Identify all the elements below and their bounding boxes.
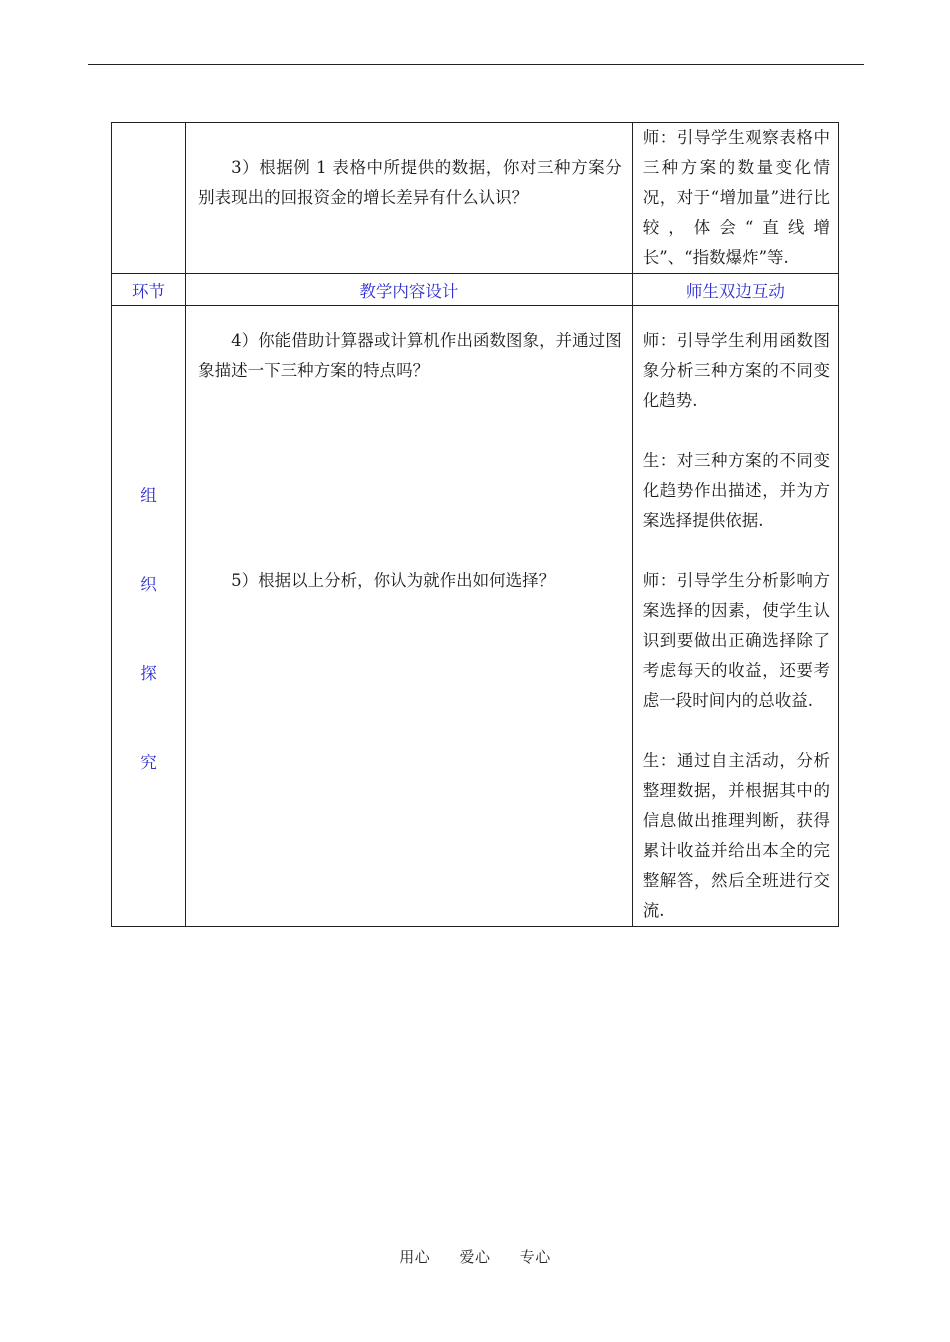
- question-3: 3）根据例 1 表格中所提供的数据，你对三种方案分别表现出的回报资金的增长差异有什么认识？: [198, 158, 622, 207]
- stage-char: 究: [140, 753, 157, 772]
- header-content: 教学内容设计: [186, 274, 633, 306]
- header-stage: 环节: [112, 274, 186, 306]
- content-cell: [186, 306, 633, 927]
- table-row: [112, 306, 839, 927]
- student-note: 生：通过自主活动，分析整理数据，并根据其中的信息做出推理判断，获得累计收益并给出本全的完整解答，然后全班进行交流.: [642, 751, 830, 920]
- header-interaction: 师生双边互动: [632, 274, 838, 306]
- stage-char: 织: [140, 575, 157, 594]
- table-header-row: [112, 274, 839, 306]
- teacher-note: 师：引导学生利用函数图象分析三种方案的不同变化趋势.: [642, 331, 830, 410]
- question-4: 4）你能借助计算器或计算机作出函数图象，并通过图象描述一下三种方案的特点吗？: [198, 331, 622, 380]
- stage-char: 组: [140, 486, 157, 505]
- page-footer: [0, 1246, 950, 1267]
- question-5: 5）根据以上分析，你认为就作出如何选择？: [231, 571, 556, 590]
- stage-char: 探: [140, 664, 157, 683]
- footer-text: 爱心: [459, 1248, 491, 1266]
- student-note: 生：对三种方案的不同变化趋势作出描述，并为方案选择提供依据.: [642, 451, 830, 530]
- header-rule: [88, 64, 864, 65]
- interaction-cell: [632, 123, 838, 274]
- lesson-plan-table: [111, 122, 839, 927]
- interaction-cell: [632, 306, 838, 927]
- content-cell: [186, 123, 633, 274]
- stage-cell: [112, 306, 186, 927]
- footer-text: 用心: [399, 1248, 431, 1266]
- teacher-note: 师：引导学生分析影响方案选择的因素，使学生认识到要做出正确选择除了考虑每天的收益，还要考虑一段时间内的总收益.: [642, 571, 830, 710]
- footer-text: 专心: [519, 1248, 551, 1266]
- teacher-note: 师：引导学生观察表格中三种方案的数量变化情况，对于“增加量”进行比较，体会“直线增长”、“指数爆炸”等.: [642, 128, 830, 267]
- table-row: [112, 123, 839, 274]
- stage-cell-empty: [112, 123, 186, 274]
